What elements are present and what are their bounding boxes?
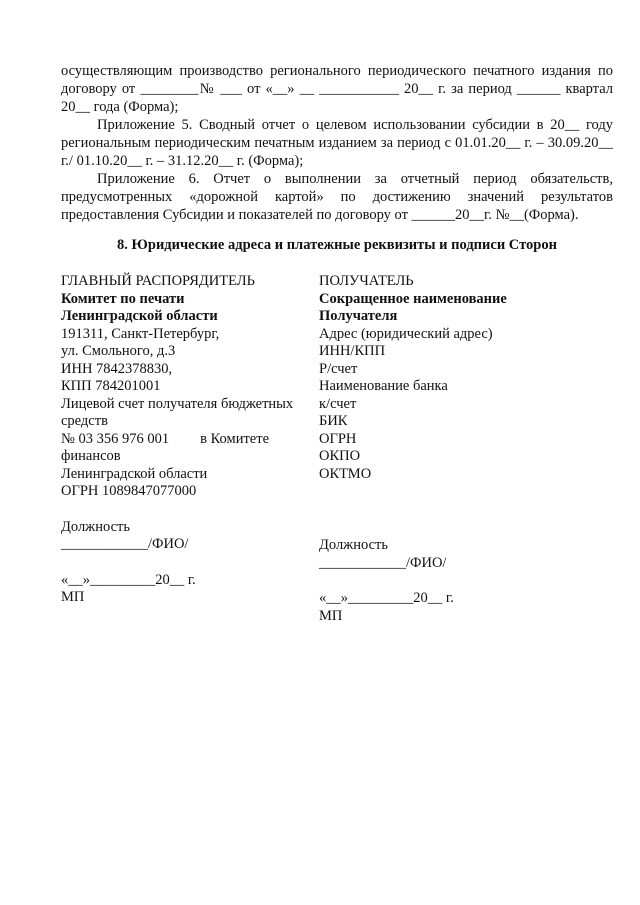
chief-administrator-finance-1: финансов <box>61 448 121 464</box>
recipient-position: Должность <box>319 537 388 553</box>
recipient-stamp: МП <box>319 607 343 624</box>
chief-administrator-stamp: МП <box>61 589 85 605</box>
chief-administrator-account-label: Лицевой счет получателя бюджетных средств <box>61 395 294 429</box>
recipient-bank: Наименование банка <box>319 378 448 394</box>
recipient-address: Адрес (юридический адрес) <box>319 325 493 342</box>
recipient-heading: ПОЛУЧАТЕЛЬ <box>319 273 414 289</box>
chief-administrator-date-line: «__»_________20__ г. <box>61 571 196 588</box>
recipient-okpo: ОКПО <box>319 448 361 464</box>
chief-administrator-org-line-2: Ленинградской области <box>61 308 218 324</box>
recipient-bik: БИК <box>319 413 348 429</box>
chief-administrator-column <box>61 273 311 607</box>
chief-administrator-account-in: в Комитете <box>200 430 269 447</box>
recipient-corr-account: к/счет <box>319 395 357 412</box>
chief-administrator-inn: ИНН 7842378830, <box>61 360 173 377</box>
intro-block <box>61 62 613 224</box>
recipient-short-name-1: Сокращенное наименование <box>319 290 507 307</box>
intro-paragraph-1: осуществляющим производство регионального периодического печатного издания по договору от ________№ ___ от «__» __ ___________ 20__ г. за период ______ квартал 20__ года (Форма); <box>61 63 613 115</box>
chief-administrator-org-line-1: Комитет по печати <box>61 290 185 307</box>
chief-administrator-account-row <box>61 431 269 449</box>
recipient-inn-kpp: ИНН/КПП <box>319 343 386 359</box>
section-title: 8. Юридические адреса и платежные реквизиты и подписи Сторон <box>117 237 557 253</box>
chief-administrator-address-1: 191311, Санкт-Петербург, <box>61 325 220 342</box>
chief-administrator-address-2: ул. Смольного, д.3 <box>61 343 176 359</box>
intro-paragraph-annex-6: Приложение 6. Отчет о выполнении за отчетный период обязательств, предусмотренных «дорожной картой» по достижению значений результатов предоставления Субсидии и показателей по договору от ______20__г. №__(Форма). <box>61 171 613 223</box>
recipient-oktmo: ОКТМО <box>319 465 372 482</box>
chief-administrator-signature-line: ____________/ФИО/ <box>61 536 189 552</box>
chief-administrator-account-number: № 03 356 976 001 <box>61 430 170 447</box>
chief-administrator-finance-2: Ленинградской области <box>61 465 208 482</box>
chief-administrator-heading: ГЛАВНЫЙ РАСПОРЯДИТЕЛЬ <box>61 273 255 289</box>
chief-administrator-ogrn: ОГРН 1089847077000 <box>61 483 197 499</box>
recipient-account: Р/счет <box>319 360 358 377</box>
intro-paragraph-annex-5: Приложение 5. Сводный отчет о целевом использовании субсидии в 20__ году региональным периодическим печатным изданием за период с 01.01.20__ г. – 30.09.20__ г./ 01.10.20__ г. – 31.12.20__ г. (Форма); <box>61 117 613 169</box>
recipient-column <box>319 273 599 625</box>
chief-administrator-kpp: КПП 784201001 <box>61 378 161 394</box>
recipient-date-line: «__»_________20__ г. <box>319 590 454 606</box>
recipient-ogrn: ОГРН <box>319 430 357 447</box>
recipient-signature-line: ____________/ФИО/ <box>319 554 447 571</box>
recipient-short-name-2: Получателя <box>319 308 398 324</box>
chief-administrator-position: Должность <box>61 518 130 535</box>
